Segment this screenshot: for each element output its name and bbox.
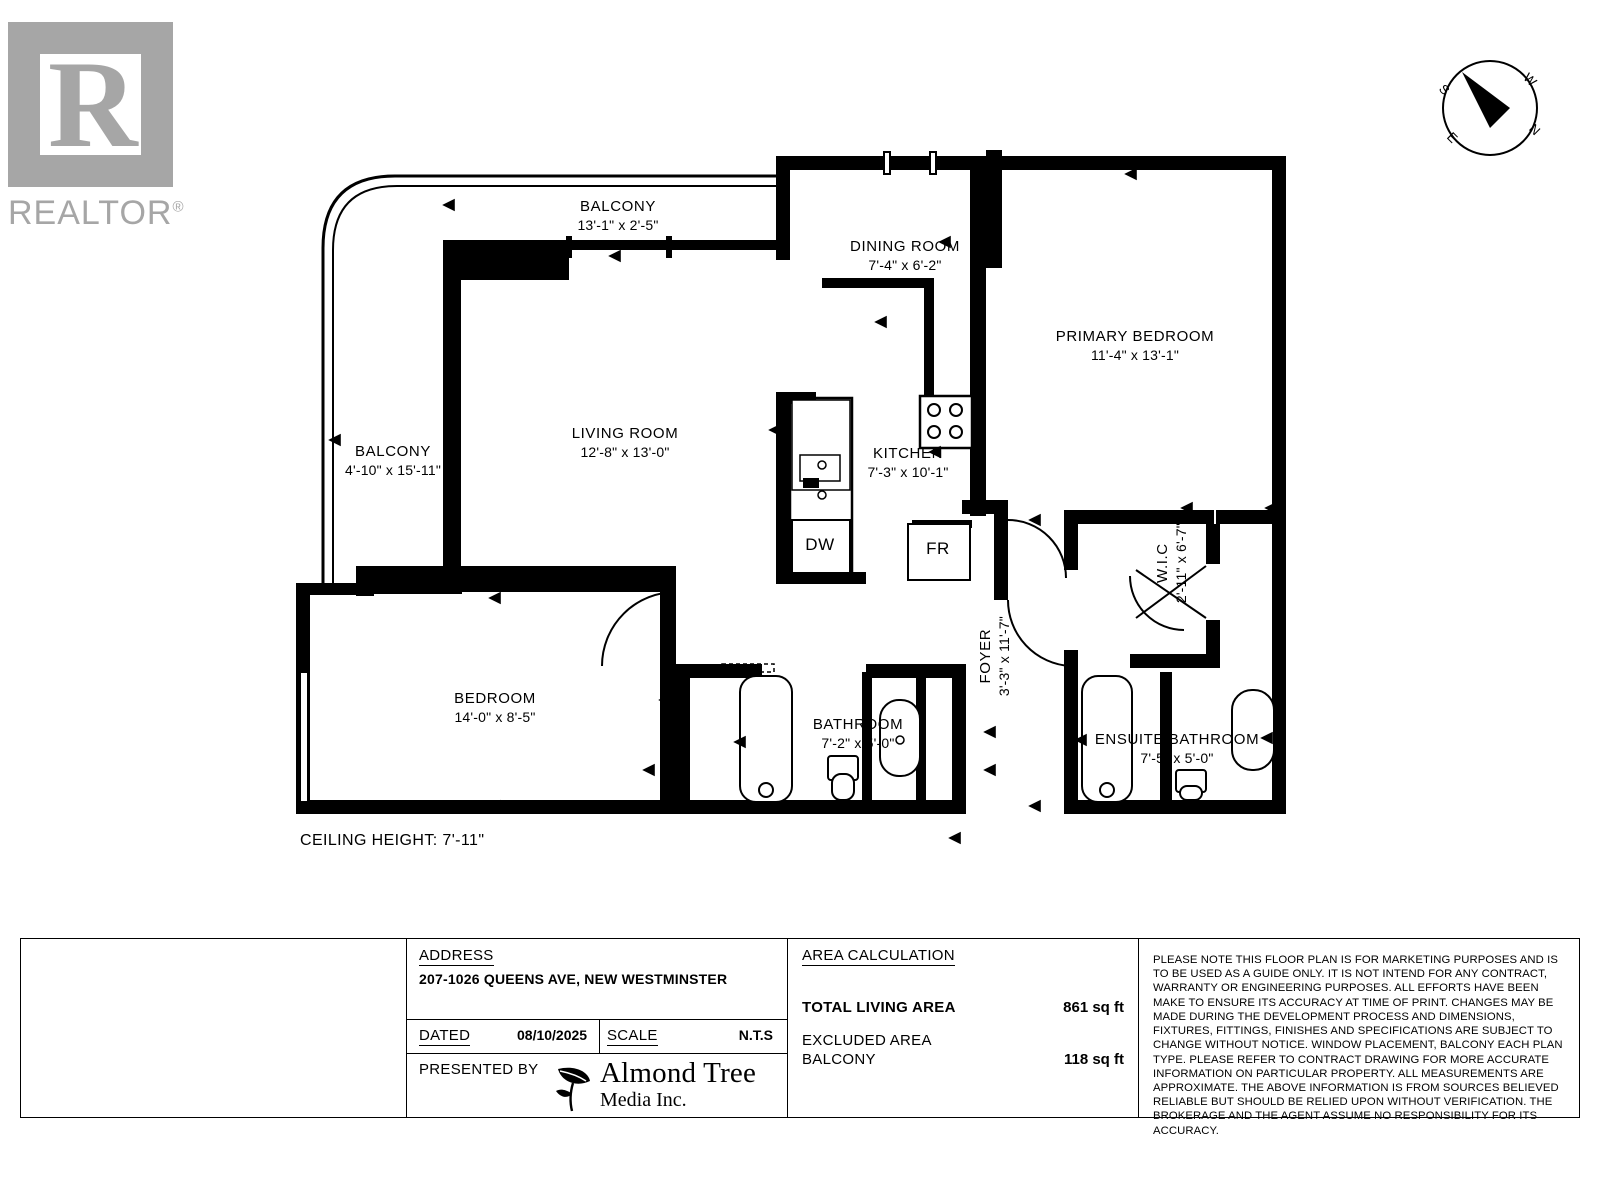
room-name: ENSUITE BATHROOM [1094,731,1260,748]
compass-label-w: W [1520,69,1540,90]
room-dimension: 7'-2" x 5'-0" [821,734,895,751]
realtor-wordmark [8,194,185,233]
room-name: BEDROOM [454,690,536,707]
room-name: DINING ROOM [850,238,960,255]
room-dimension: 7'-3" x 10'-1" [867,463,949,480]
almond-tree-leaf-icon [552,1059,596,1113]
disclaimer-column [1139,939,1579,1137]
info-spacer-column [21,939,407,1117]
room-label-balcony-top [533,198,703,234]
presented-by-label: PRESENTED BY [419,1061,539,1078]
room-label-living-room [525,425,725,461]
room-label-wic [1154,493,1190,633]
room-name: PRIMARY BEDROOM [1055,328,1215,345]
realtor-wordmark-text: REALTOR [8,194,173,232]
room-name: FOYER [976,628,994,684]
brand-logo [552,1057,782,1115]
room-dimension: 4'-10" x 15'-11" [344,461,442,478]
appliance-code: DW [805,535,835,554]
total-living-area-value: 861 sq ft [1063,999,1124,1016]
balcony-area-value: 118 sq ft [1063,1051,1124,1068]
room-dimension: 11'-4" x 13'-1" [1090,346,1180,363]
room-dimension: 7'-5" x 5'-0" [1140,749,1214,766]
compass-label-e: E [1443,129,1461,146]
ceiling-height-note: CEILING HEIGHT: 7'-11" [300,832,485,849]
room-name: BALCONY [355,443,431,460]
room-label-kitchen [838,445,978,481]
registered-symbol: ® [172,198,185,216]
excluded-area-label: EXCLUDED AREA [802,1032,932,1049]
room-label-balcony-left [303,443,483,479]
realtor-logo [8,22,188,242]
room-name: W.I.C [1153,543,1171,583]
room-dimension: 2'-11" x 6'-7" [1172,523,1189,604]
room-dimension: 7'-4" x 6'-2" [868,256,942,273]
area-calculation-title: AREA CALCULATION [802,947,955,964]
compass-label-n: N [1526,120,1544,139]
divider [407,1019,787,1020]
room-name: LIVING ROOM [571,425,679,442]
room-label-bathroom [768,716,948,752]
area-calculation-column [788,939,1139,1117]
room-label-bedroom [400,690,590,726]
address-label: ADDRESS [419,947,494,964]
brand-name: Almond Tree [600,1057,757,1089]
scale-value: N.T.S [738,1027,773,1043]
disclaimer-text: PLEASE NOTE THIS FLOOR PLAN IS FOR MARKETING PURPOSES AND IS TO BE USED AS A GUIDE ONLY. IT IS NOT INTEND FOR ANY CONTRACT, WARRANTY OR ENGINEERING PURPOSES. ALL EFFORTS HAVE BEEN MAKE TO ENSURE ITS ACCURACY AT TIME OF PRINT. CHANGES MAY BE MADE DURING THE DEVELOPMENT PROCESS AND DIMENSIONS, FIXTURES, FITTINGS, FINISHES AND SPECIFICATIONS ARE SUBJECT TO CHANGE WITHOUT NOTICE. WINDOW PLACEMENT, BALCONY EACH PLAN TYPE. PLEASE REFER TO CONTRACT DRAWING FOR MORE ACCURATE INFORMATION ON PARTICULAR PROPERTY. ALL MEASUREMENTS ARE APPROXIMATE. THE ABOVE INFORMATION IS FROM SOURCES BELIEVED RELIABLE BUT SHOULD BE RELIED UPON WITHOUT VERIFICATION. THE BROKERAGE AND THE AGENT ASSUME NO RESPONSIBILITY FOR ITS ACCURACY. [1153,954,1563,1137]
appliance-code: FR [926,539,950,558]
realtor-r-letter: R [48,54,138,155]
room-label-dining-room [810,238,1000,274]
compass-label-s: S [1435,81,1453,98]
total-living-area-label: TOTAL LIVING AREA [802,999,956,1016]
room-dimension: 13'-1" x 2'-5" [577,216,659,233]
room-label-foyer [977,581,1013,731]
divider [407,1053,787,1054]
room-label-primary-bedroom [1010,328,1260,364]
room-label-ensuite-bathroom [1072,731,1282,767]
room-name: BALCONY [580,198,656,215]
divider [599,1019,600,1053]
info-bar [20,938,1580,1137]
dated-label: DATED [419,1027,471,1044]
compass-rose [1432,50,1552,170]
dated-value: 08/10/2025 [517,1027,588,1043]
scale-label: SCALE [607,1027,658,1044]
address-value: 207-1026 QUEENS AVE, NEW WESTMINSTER [419,971,728,987]
appliance-label-dishwasher [795,534,845,555]
room-dimension: 3'-3" x 11'-7" [995,616,1012,697]
appliance-label-fridge [913,538,963,559]
room-name: KITCHEN [872,445,944,462]
room-dimension: 14'-0" x 8'-5" [454,708,536,725]
room-dimension: 12'-8" x 13'-0" [580,443,670,460]
realtor-mark-icon [8,22,173,187]
brand-subtitle: Media Inc. [600,1089,687,1111]
balcony-area-label: BALCONY [802,1051,876,1068]
compass-needle-icon [1432,50,1552,170]
address-column [407,939,788,1117]
room-name: BATHROOM [812,716,904,733]
